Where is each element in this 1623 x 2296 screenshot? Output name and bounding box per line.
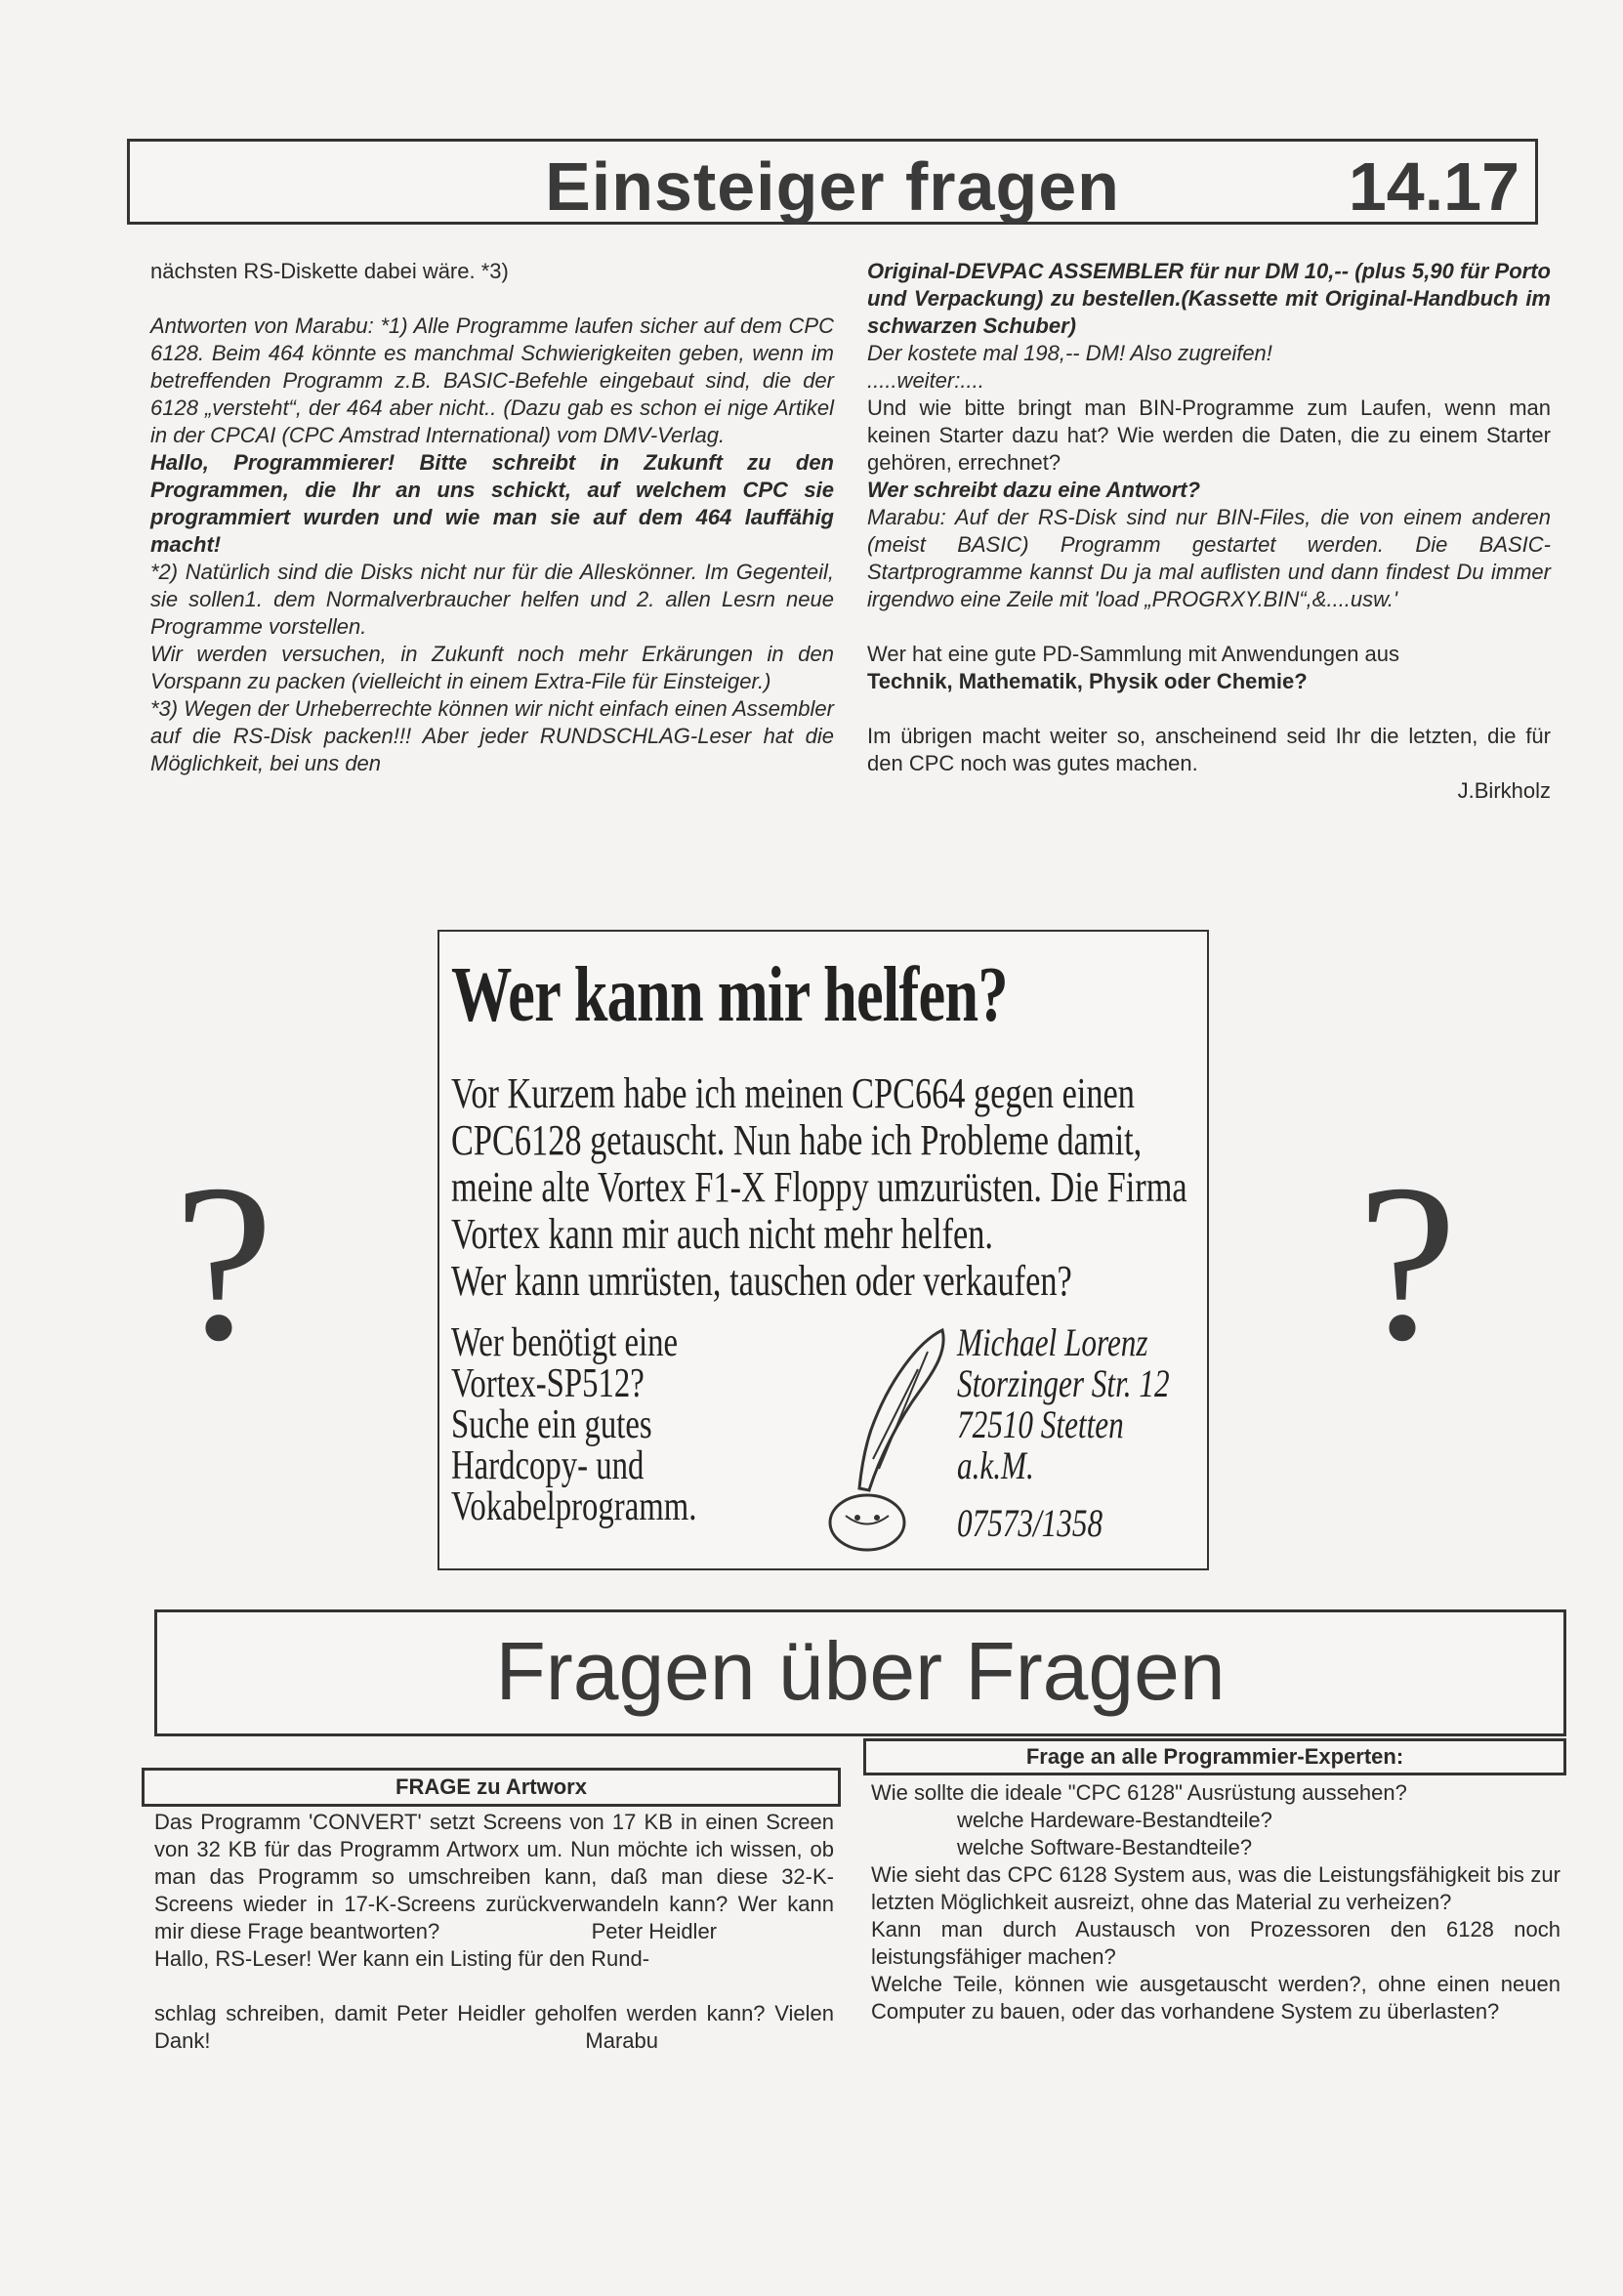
artworx-heading: FRAGE zu Artworx	[142, 1768, 841, 1807]
ad-question: Wer kann umrüsten, tauschen oder verkaufen?	[451, 1257, 1072, 1305]
contact-city: 72510 Stetten a.k.M.	[957, 1402, 1124, 1487]
right-paragraph: Marabu: Auf der RS-Disk sind nur BIN-Files, die von einem anderen (meist BASIC) Programm gestartet werden. Die BASIC-Startprogramme kannst Du ja mal auflisten und dann findest Du immer irgendwo eine Zeile mit 'load „PROGRXY.BIN“,&....usw.'	[867, 505, 1551, 611]
right-paragraph: Technik, Mathematik, Physik oder Chemie?	[867, 669, 1308, 693]
contact-name: Michael Lorenz	[957, 1320, 1148, 1364]
right-paragraph: Im übrigen macht weiter so, anscheinend seid Ihr die letzten, die für den CPC noch was gutes machen.	[867, 724, 1551, 775]
right-paragraph: Und wie bitte bringt man BIN-Programme zum Laufen, wenn man keinen Starter dazu hat? Wie werden die Daten, die zu einem Starter gehören, errechnet?	[867, 396, 1551, 475]
banner-title: Fragen über Fragen	[495, 1625, 1226, 1717]
ad-main-text	[451, 1070, 1197, 1305]
right-paragraph: Original-DEVPAC ASSEMBLER für nur DM 10,-- (plus 5,90 für Porto und Verpackung) zu bestellen.(Kassette mit Original-Handbuch im schwarzen Schuber)	[867, 259, 1551, 338]
left-column	[150, 258, 834, 777]
left-paragraph: *2) Natürlich sind die Disks nicht nur für die Alleskönner. Im Gegenteil, sie sollen1. dem Normalverbraucher helfen und 2. allen Lesrn neue Programme vorstellen.	[150, 560, 834, 639]
right-column	[867, 258, 1551, 805]
question-mark-right: ?	[1357, 1138, 1458, 1387]
ad-paragraph: Vor Kurzem habe ich meinen CPC664 gegen einen CPC6128 getauscht. Nun habe ich Probleme damit, meine alte Vortex F1-X Floppy umzurüsten. Die Firma Vortex kann mir auch nicht mehr helfen.	[451, 1069, 1187, 1258]
experts-heading: Frage an alle Programmier-Experten:	[863, 1738, 1566, 1775]
artworx-section	[154, 1809, 834, 2055]
right-paragraph: Wer schreibt dazu eine Antwort?	[867, 478, 1201, 502]
experts-question: Wie sieht das CPC 6128 System aus, was die Leistungsfähigkeit bis zur letzten Möglichkeit ausreizt, ohne das Material zu verheizen?	[871, 1862, 1561, 1914]
left-paragraph: Hallo, Programmierer! Bitte schreibt in Zukunft zu den Programmen, die Ihr an uns schickt, auf welchem CPC sie programmiert wurden und wie man sie auf dem 464 lauffähig macht!	[150, 450, 834, 557]
page-title: Einsteiger fragen	[545, 148, 1120, 225]
page-header	[127, 139, 1538, 225]
experts-subquestion: welche Hardeware-Bestandteile?	[957, 1808, 1272, 1832]
contact-phone: 07573/1358	[957, 1501, 1103, 1545]
ad-title: Wer kann mir helfen?	[451, 952, 1008, 1038]
ad-side-text: Wer benötigt eine Vortex-SP512? Suche ein gutes Hardcopy- und Vokabelprogramm.	[451, 1320, 697, 1529]
artworx-reply: Hallo, RS-Leser! Wer kann ein Listing für den Rund-	[154, 1946, 650, 1971]
experts-question: Welche Teile, können wie ausgetauscht werden?, ohne einen neuen Computer zu bauen, oder das vorhandene System zu überlasten?	[871, 1972, 1561, 2024]
right-paragraph: Wer hat eine gute PD-Sammlung mit Anwendungen aus	[867, 642, 1400, 666]
left-paragraph: Antworten von Marabu: *1) Alle Programme laufen sicher auf dem CPC 6128. Beim 464 könnte es manchmal Schwierigkeiten geben, wenn im betreffenden Programm z.B. BASIC-Befehle eingebaut sind, die der 6128 „versteht“, der 464 aber nicht.. (Dazu gab es schon ei nige Artikel in der CPCAI (CPC Amstrad International) vom DMV-Verlag.	[150, 313, 834, 447]
experts-question: Wie sollte die ideale "CPC 6128" Ausrüstung aussehen?	[871, 1780, 1407, 1805]
right-paragraph: .....weiter:....	[867, 368, 984, 393]
artworx-reply: schlag schreiben, damit Peter Heidler geholfen werden kann? Vielen Dank!	[154, 2001, 834, 2053]
experts-question: Kann man durch Austausch von Prozessoren den 6128 noch leistungsfähiger machen?	[871, 1917, 1561, 1969]
page-number: 14.17	[1348, 148, 1519, 225]
left-paragraph: Wir werden versuchen, in Zukunft noch mehr Erkärungen in den Vorspann zu packen (vielleicht in einem Extra-File für Einsteiger.)	[150, 642, 834, 693]
artworx-author: Peter Heidler	[591, 1919, 717, 1943]
artworx-question: Das Programm 'CONVERT' setzt Screens von 17 KB in einen Screen von 32 KB für das Programm Artworx um. Nun möchte ich wissen, ob man das Programm so umschreiben kann, daß man diese 32-K-Screens wieder in 17-K-Screens zurückverwandeln kann? Wer kann mir diese Frage beantworten?	[154, 1810, 834, 1943]
quill-icon	[811, 1322, 957, 1557]
artworx-reply-author: Marabu	[585, 2028, 658, 2053]
left-paragraph: *3) Wegen der Urheberrechte können wir nicht einfach einen Assembler auf die RS-Disk packen!!! Aber jeder RUNDSCHLAG-Leser hat die Möglichkeit, bei uns den	[150, 696, 834, 775]
ad-contact	[957, 1322, 1201, 1486]
right-paragraph: Der kostete mal 198,-- DM! Also zugreifen!	[867, 341, 1272, 365]
question-mark-left: ?	[174, 1138, 274, 1387]
contact-street: Storzinger Str. 12	[957, 1361, 1170, 1405]
experts-subquestion: welche Software-Bestandteile?	[957, 1835, 1253, 1859]
wanted-ad	[437, 930, 1209, 1570]
signature: J.Birkholz	[1457, 778, 1551, 803]
left-paragraph: nächsten RS-Diskette dabei wäre. *3)	[150, 259, 509, 283]
section-banner	[154, 1609, 1566, 1736]
experts-section	[871, 1779, 1561, 2025]
